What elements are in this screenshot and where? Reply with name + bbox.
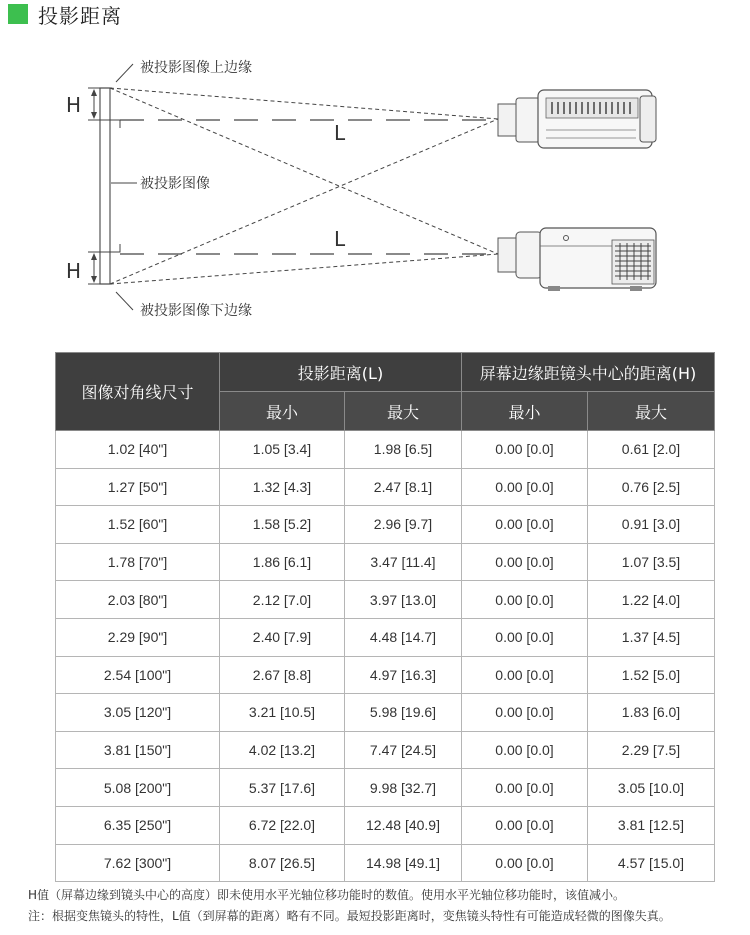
projector-top-icon xyxy=(498,90,656,148)
table-row xyxy=(56,769,715,807)
header-l-min: 最小 xyxy=(220,392,345,431)
table-cell: 0.00 [0.0] xyxy=(462,431,588,469)
table-cell: 2.96 [9.7] xyxy=(345,506,462,544)
projection-distance-table xyxy=(55,352,715,882)
arrow-down-icon xyxy=(91,276,97,283)
table-cell: 9.98 [32.7] xyxy=(345,769,462,807)
table-cell: 3.05 [120"] xyxy=(56,694,220,732)
bottom-projector-ray-upper xyxy=(110,88,498,254)
label-top-edge: 被投影图像上边缘 xyxy=(140,60,252,76)
table-cell: 3.05 [10.0] xyxy=(588,769,715,807)
table-cell: 2.03 [80"] xyxy=(56,581,220,619)
table-cell: 1.27 [50"] xyxy=(56,468,220,506)
table-cell: 4.57 [15.0] xyxy=(588,844,715,882)
table-cell: 7.47 [24.5] xyxy=(345,731,462,769)
table-row xyxy=(56,543,715,581)
header-diagonal: 图像对角线尺寸 xyxy=(56,353,220,431)
table-cell: 14.98 [49.1] xyxy=(345,844,462,882)
label-h-top: H xyxy=(66,93,82,117)
table-cell: 2.29 [7.5] xyxy=(588,731,715,769)
projector-bottom-icon xyxy=(498,228,656,291)
table-cell: 0.00 [0.0] xyxy=(462,806,588,844)
table-cell: 4.97 [16.3] xyxy=(345,656,462,694)
table-cell: 3.47 [11.4] xyxy=(345,543,462,581)
arrow-up-icon xyxy=(91,253,97,260)
label-h-bottom: H xyxy=(66,259,82,283)
table-cell: 2.47 [8.1] xyxy=(345,468,462,506)
table-row xyxy=(56,694,715,732)
top-projector-ray-lower xyxy=(110,119,498,284)
table-cell: 1.83 [6.0] xyxy=(588,694,715,732)
header-h-min: 最小 xyxy=(462,392,588,431)
table-cell: 3.81 [12.5] xyxy=(588,806,715,844)
table-cell: 0.00 [0.0] xyxy=(462,506,588,544)
table-row xyxy=(56,431,715,469)
table-cell: 1.98 [6.5] xyxy=(345,431,462,469)
table-cell: 6.72 [22.0] xyxy=(220,806,345,844)
table-cell: 1.86 [6.1] xyxy=(220,543,345,581)
table-cell: 0.00 [0.0] xyxy=(462,581,588,619)
table-row xyxy=(56,468,715,506)
table-cell: 5.08 [200"] xyxy=(56,769,220,807)
table-cell: 0.00 [0.0] xyxy=(462,543,588,581)
table-cell: 1.52 [60"] xyxy=(56,506,220,544)
table-cell: 0.91 [3.0] xyxy=(588,506,715,544)
table-cell: 0.00 [0.0] xyxy=(462,844,588,882)
table-row xyxy=(56,806,715,844)
arrow-down-icon xyxy=(91,112,97,119)
table-cell: 3.21 [10.5] xyxy=(220,694,345,732)
table-cell: 12.48 [40.9] xyxy=(345,806,462,844)
table-cell: 4.48 [14.7] xyxy=(345,618,462,656)
table-cell: 2.54 [100"] xyxy=(56,656,220,694)
table-row xyxy=(56,656,715,694)
table-cell: 2.12 [7.0] xyxy=(220,581,345,619)
top-edge-leader xyxy=(116,64,133,82)
bottom-edge-leader xyxy=(116,292,133,310)
header-h-max: 最大 xyxy=(588,392,715,431)
header-projection-distance: 投影距离(L) xyxy=(220,353,462,392)
projection-distance-diagram xyxy=(0,40,750,330)
table-cell: 7.62 [300"] xyxy=(56,844,220,882)
table-row xyxy=(56,731,715,769)
table-cell: 0.00 [0.0] xyxy=(462,731,588,769)
title-marker-icon xyxy=(8,4,28,24)
table-cell: 2.29 [90"] xyxy=(56,618,220,656)
table-cell: 6.35 [250"] xyxy=(56,806,220,844)
table-row xyxy=(56,506,715,544)
table-cell: 1.52 [5.0] xyxy=(588,656,715,694)
table-cell: 2.40 [7.9] xyxy=(220,618,345,656)
table-cell: 0.00 [0.0] xyxy=(462,656,588,694)
table-cell: 8.07 [26.5] xyxy=(220,844,345,882)
header-lens-center-distance: 屏幕边缘距镜头中心的距离(H) xyxy=(462,353,715,392)
table-cell: 0.00 [0.0] xyxy=(462,694,588,732)
table-cell: 3.81 [150"] xyxy=(56,731,220,769)
arrow-up-icon xyxy=(91,89,97,96)
section-title xyxy=(8,2,122,26)
table-cell: 1.22 [4.0] xyxy=(588,581,715,619)
table-cell: 0.00 [0.0] xyxy=(462,769,588,807)
label-l-top: L xyxy=(334,121,346,145)
label-image: 被投影图像 xyxy=(140,176,210,192)
table-cell: 1.32 [4.3] xyxy=(220,468,345,506)
note-l-value: 注：根据变焦镜头的特性，L值（到屏幕的距离）略有不同。最短投影距离时，变焦镜头特性有可能造成轻微的图像失真。 xyxy=(28,909,671,923)
table-row xyxy=(56,618,715,656)
bottom-projector-ray-lower xyxy=(110,254,498,284)
label-l-bottom: L xyxy=(334,227,346,251)
table-cell: 4.02 [13.2] xyxy=(220,731,345,769)
top-projector-ray-upper xyxy=(110,88,498,119)
table-cell: 1.07 [3.5] xyxy=(588,543,715,581)
table-cell: 0.61 [2.0] xyxy=(588,431,715,469)
right-angle-mark xyxy=(112,120,120,128)
table-cell: 5.37 [17.6] xyxy=(220,769,345,807)
table-cell: 1.02 [40"] xyxy=(56,431,220,469)
table-cell: 1.58 [5.2] xyxy=(220,506,345,544)
header-l-max: 最大 xyxy=(345,392,462,431)
page-title: 投影距离 xyxy=(38,3,122,28)
table-row xyxy=(56,844,715,882)
table-row xyxy=(56,581,715,619)
table-cell: 2.67 [8.8] xyxy=(220,656,345,694)
label-bottom-edge: 被投影图像下边缘 xyxy=(140,303,252,319)
note-h-value: H值（屏幕边缘到镜头中心的高度）即未使用水平光轴位移功能时的数值。使用水平光轴位移功能时，该值减小。 xyxy=(28,888,626,902)
table-cell: 5.98 [19.6] xyxy=(345,694,462,732)
table-cell: 0.76 [2.5] xyxy=(588,468,715,506)
table-cell: 1.78 [70"] xyxy=(56,543,220,581)
table-cell: 0.00 [0.0] xyxy=(462,618,588,656)
screen-rect xyxy=(100,88,110,284)
table-cell: 3.97 [13.0] xyxy=(345,581,462,619)
table-cell: 1.37 [4.5] xyxy=(588,618,715,656)
right-angle-mark xyxy=(112,244,120,252)
table-cell: 1.05 [3.4] xyxy=(220,431,345,469)
table-cell: 0.00 [0.0] xyxy=(462,468,588,506)
